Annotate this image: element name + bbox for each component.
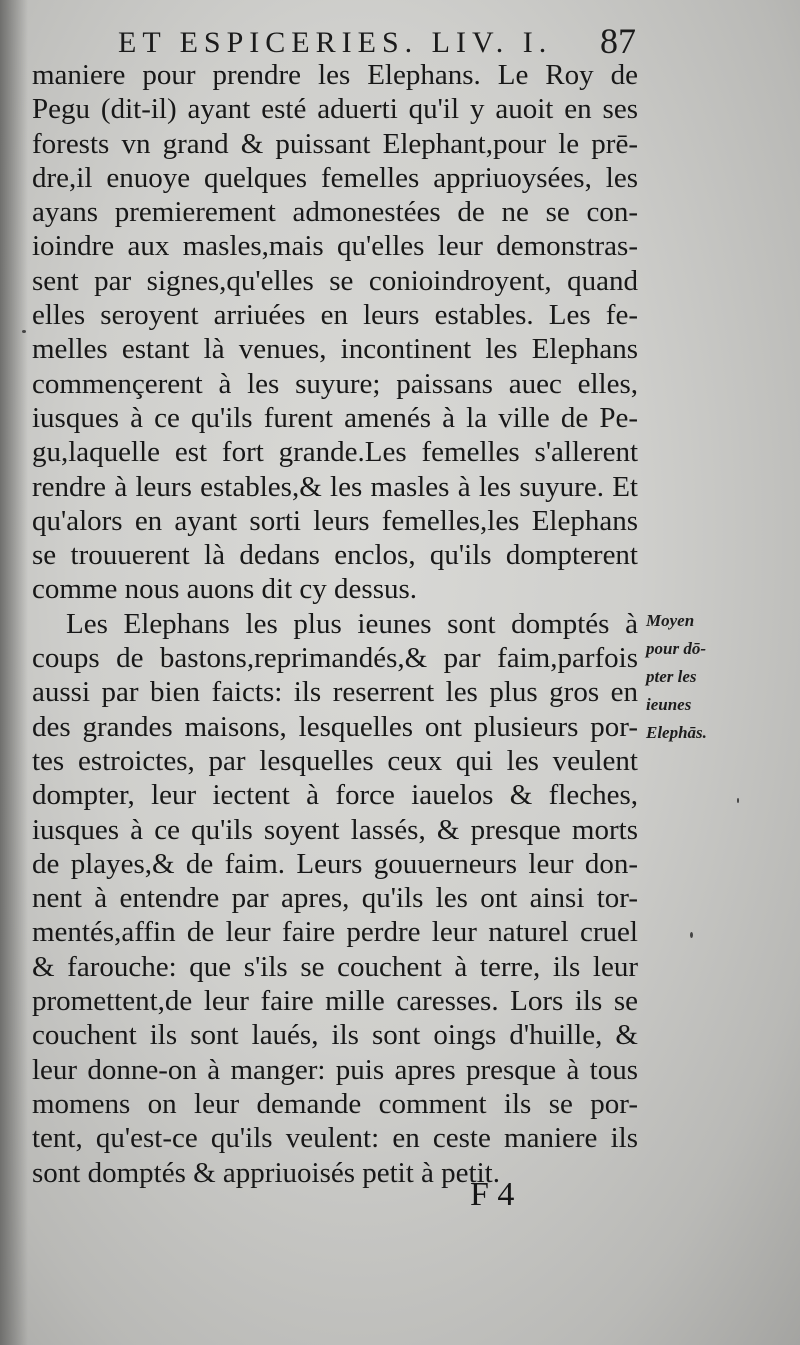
text-line: Les Elephans les plus ieunes sont domptés à <box>66 607 638 640</box>
text-line: mentés,affin de leur faire perdre leur naturel cruel <box>32 916 638 949</box>
text-line: dompter, leur iectent à force iauelos & fleches, <box>32 779 638 812</box>
text-line: qu'alors en ayant sorti leurs femelles,les Elephans <box>32 504 638 537</box>
text-line: Pegu (dit-il) ayant esté aduerti qu'il y auoit en ses <box>32 93 638 126</box>
text-line: elles seroyent arriuées en leurs estables. Les fe- <box>32 299 638 332</box>
body-text <box>32 58 638 1190</box>
text-line: & farouche: que s'ils se couchent à terre, ils leur <box>32 950 638 983</box>
margin-note-line: Moyen <box>646 611 695 630</box>
signature-mark: F 4 <box>470 1176 515 1213</box>
gutter-shadow <box>0 0 28 1345</box>
text-line: des grandes maisons, lesquelles ont plusieurs por- <box>32 710 638 743</box>
page-number: 87 <box>600 21 636 61</box>
text-line: maniere pour prendre les Elephans. Le Roy de <box>32 59 638 91</box>
ink-speck <box>737 798 739 803</box>
text-line: tes estroictes, par lesquelles ceux qui les veulent <box>32 744 638 777</box>
text-line: sent par signes,qu'elles se conioindroyent, quand <box>32 264 638 297</box>
text-line: leur donne-on à manger: puis apres presque à tous <box>32 1053 638 1086</box>
text-line: ayans premierement admonestées de ne se con- <box>32 196 638 229</box>
text-line: comme nous auons dit cy dessus. <box>32 573 418 606</box>
text-line: coups de bastons,reprimandés,& par faim,parfois <box>32 642 638 675</box>
ink-speck <box>22 330 26 333</box>
text-line: forests vn grand & puissant Elephant,pour le prē- <box>32 127 638 160</box>
ink-speck <box>690 932 693 938</box>
text-line: de playes,& de faim. Leurs gouuerneurs leur don- <box>32 847 638 880</box>
text-line: melles estant là venues, incontinent les Elephans <box>32 333 638 366</box>
paragraph-2 <box>32 607 638 1190</box>
running-head: ET ESPICERIES. LIV. I. <box>118 26 553 59</box>
text-line: se trouuerent là dedans enclos, qu'ils dompterent <box>32 539 638 572</box>
text-line: tent, qu'est-ce qu'ils veulent: en ceste maniere ils <box>32 1122 638 1155</box>
text-line: nent à entendre par apres, qu'ils les ont ainsi tor- <box>32 882 638 915</box>
text-line: sont domptés & appriuoisés petit à petit. <box>32 1156 500 1189</box>
margin-note-line: ieunes <box>646 695 692 714</box>
text-line: gu,laquelle est fort grande.Les femelles s'allerent <box>32 436 638 469</box>
text-line: momens on leur demande comment ils se por- <box>32 1087 638 1120</box>
text-line: commençerent à les suyure; paissans auec elles, <box>32 367 638 400</box>
margin-note-line: Elephās. <box>646 723 707 742</box>
margin-note-line: pter les <box>646 667 697 686</box>
margin-note <box>646 607 756 747</box>
margin-note-line: pour dō- <box>646 639 706 658</box>
text-line: aussi par bien faicts: ils reserrent les plus gros en <box>32 676 638 709</box>
text-line: rendre à leurs estables,& les masles à les suyure. Et <box>32 470 638 503</box>
text-line: dre,il enuoye quelques femelles appriuoysées, les <box>32 161 638 194</box>
text-line: iusques à ce qu'ils furent amenés à la ville de Pe- <box>32 401 638 434</box>
text-line: couchent ils sont laués, ils sont oings d'huille, & <box>32 1019 638 1052</box>
text-line: iusques à ce qu'ils soyent lassés, & presque morts <box>32 813 638 846</box>
text-line: ioindre aux masles,mais qu'elles leur demonstras- <box>32 230 638 263</box>
paragraph-1 <box>32 58 638 607</box>
text-line: promettent,de leur faire mille caresses. Lors ils se <box>32 985 638 1018</box>
